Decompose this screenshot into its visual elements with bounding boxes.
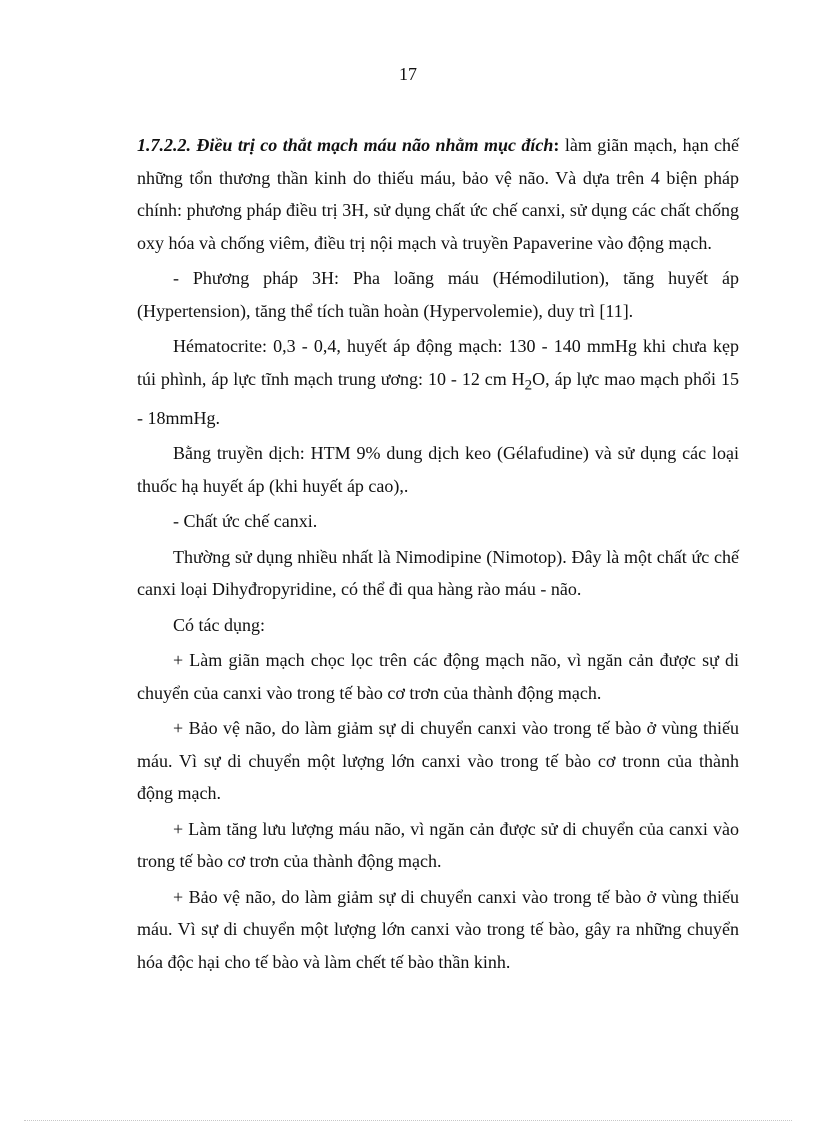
subscript-2: 2: [524, 377, 533, 394]
hematocrite-text: Hématocrite: 0,3 - 0,4, huyết áp động mạch: 130 - 140 mmHg khi chưa kẹp túi phình, áp lực tĩnh mạch trung ương: 10 - 12 cm H: [137, 336, 739, 389]
paragraph-effect-4: + Bảo vệ não, do làm giảm sự di chuyển canxi vào trong tế bào ở vùng thiếu máu. Vì sự di chuyển một lượng lớn canxi vào trong tế bào, gây ra những chuyển hóa độc hại cho tế bào và làm chết tế bào thần kinh.: [137, 886, 739, 972]
paragraph-effect-1: + Làm giãn mạch chọc lọc trên các động mạch não, vì ngăn cản được sự di chuyển của canxi vào trong tế bào cơ trơn của thành động mạch.: [137, 650, 739, 703]
paragraph-effects-title: Có tác dụng:: [173, 614, 265, 635]
paragraph-calcium-title: - Chất ức chế canxi.: [173, 511, 318, 532]
section-paragraph: [137, 129, 739, 259]
heading-colon: :: [553, 135, 560, 155]
document-body: [137, 129, 739, 981]
paragraph-hematocrite: [137, 330, 739, 434]
section-intro: làm giãn mạch, hạn chế những tổn thương thần kinh do thiếu máu, bảo vệ não. Và dựa trên 4 biện pháp chính: phương pháp điều trị 3H, sử dụng chất ức chế canxi, sử dụng các chất chống oxy hóa và chống viêm, điều trị nội mạch và truyền Papaverine vào động mạch.: [137, 135, 739, 253]
paragraph-nimodipine: Thường sử dụng nhiều nhất là Nimodipine (Nimotop). Đây là một chất ức chế canxi loại Dihyđropyridine, có thể đi qua hàng rào máu - não.: [137, 546, 739, 600]
paragraph-effect-3: + Làm tăng lưu lượng máu não, vì ngăn cản được sử di chuyển của canxi vào trong tế bào cơ trơn của thành động mạch.: [137, 818, 739, 872]
page-number: 17: [399, 64, 417, 84]
paragraph-method-3h: - Phương pháp 3H: Pha loãng máu (Hémodilution), tăng huyết áp (Hypertension), tăng thể tích tuần hoàn (Hypervolemie), duy trì [11].: [137, 268, 739, 321]
page-bottom-divider: [24, 1120, 792, 1121]
paragraph-infusion: Bằng truyền dịch: HTM 9% dung dịch keo (Gélafudine) và sử dụng các loại thuốc hạ huyết áp (khi huyết áp cao),.: [137, 443, 739, 496]
section-heading: 1.7.2.2. Điều trị co thắt mạch máu não nhằm mục đích: [137, 135, 554, 155]
paragraph-effect-2: + Bảo vệ não, do làm giảm sự di chuyển canxi vào trong tế bào ở vùng thiếu máu. Vì sự di chuyển một lượng lớn canxi vào trong tế bào cơ tronn của thành động mạch.: [137, 718, 739, 804]
hematocrite-text-end: O, áp lực mao mạch phổi 15 - 18mmHg.: [137, 368, 739, 428]
